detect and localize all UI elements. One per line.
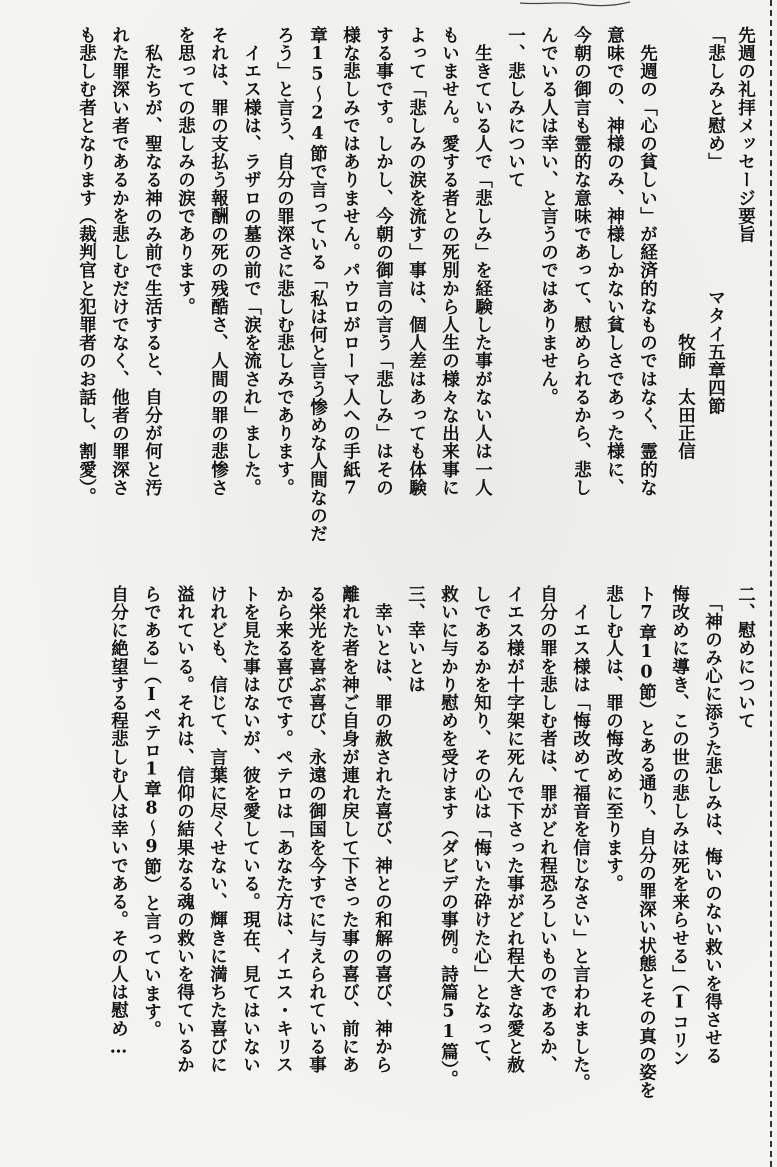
body-line: 意味での、神様のみ、神様しかない貧しさであった様に、 (604, 26, 625, 497)
body-line: 自分の罪を悲しむ者は、罪がどれ程恐ろしいものであるか、 (537, 585, 558, 1074)
body-line: を思っての悲しみの涙であります。 (175, 26, 196, 316)
body-line: も悲しむ者となります（裁判官と犯罪者のお話し、割愛）。 (76, 26, 97, 506)
body-line: らである」（Ⅰペテロ1章8～9節）と言っています。 (141, 585, 162, 1039)
body-line: もいません。愛する者との死別から人生の様々な出来事に (439, 26, 460, 497)
header-title: 先週の礼拝メッセージ要旨 (735, 26, 756, 244)
body-line: 章15～24節で言っている「私は何と言う惨めな人間なのだ (307, 26, 328, 543)
body-line: する事です。しかし、今朝の御言の言う「悲しみ」はその (373, 26, 394, 497)
body-line: イエス様は、ラザロの墓の前で「涙を流され」ました。 (241, 26, 262, 497)
body-line: 先週の「心の貧しい」が経済的なものではなく、霊的な (637, 26, 658, 497)
body-line: しであるかを知り、その心は「悔いた砕けた心」となって、 (471, 585, 492, 1074)
body-line: 自分に絶望する程悲しむ人は幸いである。その人は慰め… (108, 585, 129, 1059)
body-line: れた罪深い者であるかを悲しむだけでなく、他者の罪深さ (109, 26, 130, 497)
body-line: 私たちが、聖なる神のみ前で生活すると、自分が何と汚 (142, 26, 163, 497)
section-heading-1: 一、悲しみについて (505, 26, 526, 189)
body-line: イエス様は「悔改めて福音を信じなさい」と言われました。 (570, 585, 591, 1092)
body-line: から来る喜びです。ペテロは「あなた方は、イエス・キリス (273, 585, 294, 1074)
body-line: けれども、信じて、言葉に尽くせない、輝きに満ちた喜びに (207, 585, 228, 1074)
body-line: それは、罪の支払う報酬の死の残酷さ、人間の罪の悲惨さ (208, 26, 229, 497)
body-line: 幸いとは、罪の赦された喜び、神との和解の喜び、神から (372, 585, 393, 1074)
body-line: 様な悲しみではありません。パウロがローマ人への手紙7 (340, 26, 361, 500)
body-line: ト7章10節）とある通り、自分の罪深い状態とその真の姿を (636, 585, 657, 1100)
sermon-title-line: 「悲しみと慰め」 マタイ五章四節 (705, 26, 726, 416)
body-line: 悔改めに導き、この世の悲しみは死を来らせる」（Ⅰコリン (669, 585, 690, 1068)
section-heading-2: 二、慰めについて (735, 585, 756, 730)
body-line: 救いに与かり慰めを受けます（ダビデの事例。詩篇51篇）。 (438, 585, 459, 1089)
body-line: 悲しむ人は、罪の悔改めに至ります。 (603, 585, 624, 893)
body-line: よって「悲しみの涙を流す」事は、個人差はあっても体験 (406, 26, 427, 497)
body-line: イエス様が十字架に死んで下さった事がどれ程大きな愛と赦 (504, 585, 525, 1074)
pastor-line: 牧師 太田正信 (675, 26, 696, 461)
body-line: 生きている人で「悲しみ」を経験した事がない人は一人 (472, 26, 493, 497)
body-line: 「神のみ心に添うた悲しみは、悔いのない救いを得させる (702, 585, 723, 1065)
section-heading-3: 三、幸いとは (405, 585, 426, 694)
body-line: 離れた者を神ご自身が連れ戻して下さった事の喜び、前にあ (339, 585, 360, 1074)
body-line: 溢れている。それは、信仰の結果なる魂の救いを得ているか (174, 585, 195, 1074)
top-edge-mark (520, 0, 630, 8)
body-line: ろう」と言う、自分の罪深さに悲しむ悲しみであります。 (274, 26, 295, 497)
body-line: 今朝の御言も霊的な意味であって、慰められるから、悲し (571, 26, 592, 497)
page-edge-dashed-line (770, 0, 774, 1167)
body-line: る栄光を喜ぶ喜び、永遠の御国を今すでに与えられている事 (306, 585, 327, 1074)
body-line: トを見た事はないが、彼を愛している。現在、見てはいない (240, 585, 261, 1074)
body-line: んでいる人は幸い、と言うのではありません。 (538, 26, 559, 407)
